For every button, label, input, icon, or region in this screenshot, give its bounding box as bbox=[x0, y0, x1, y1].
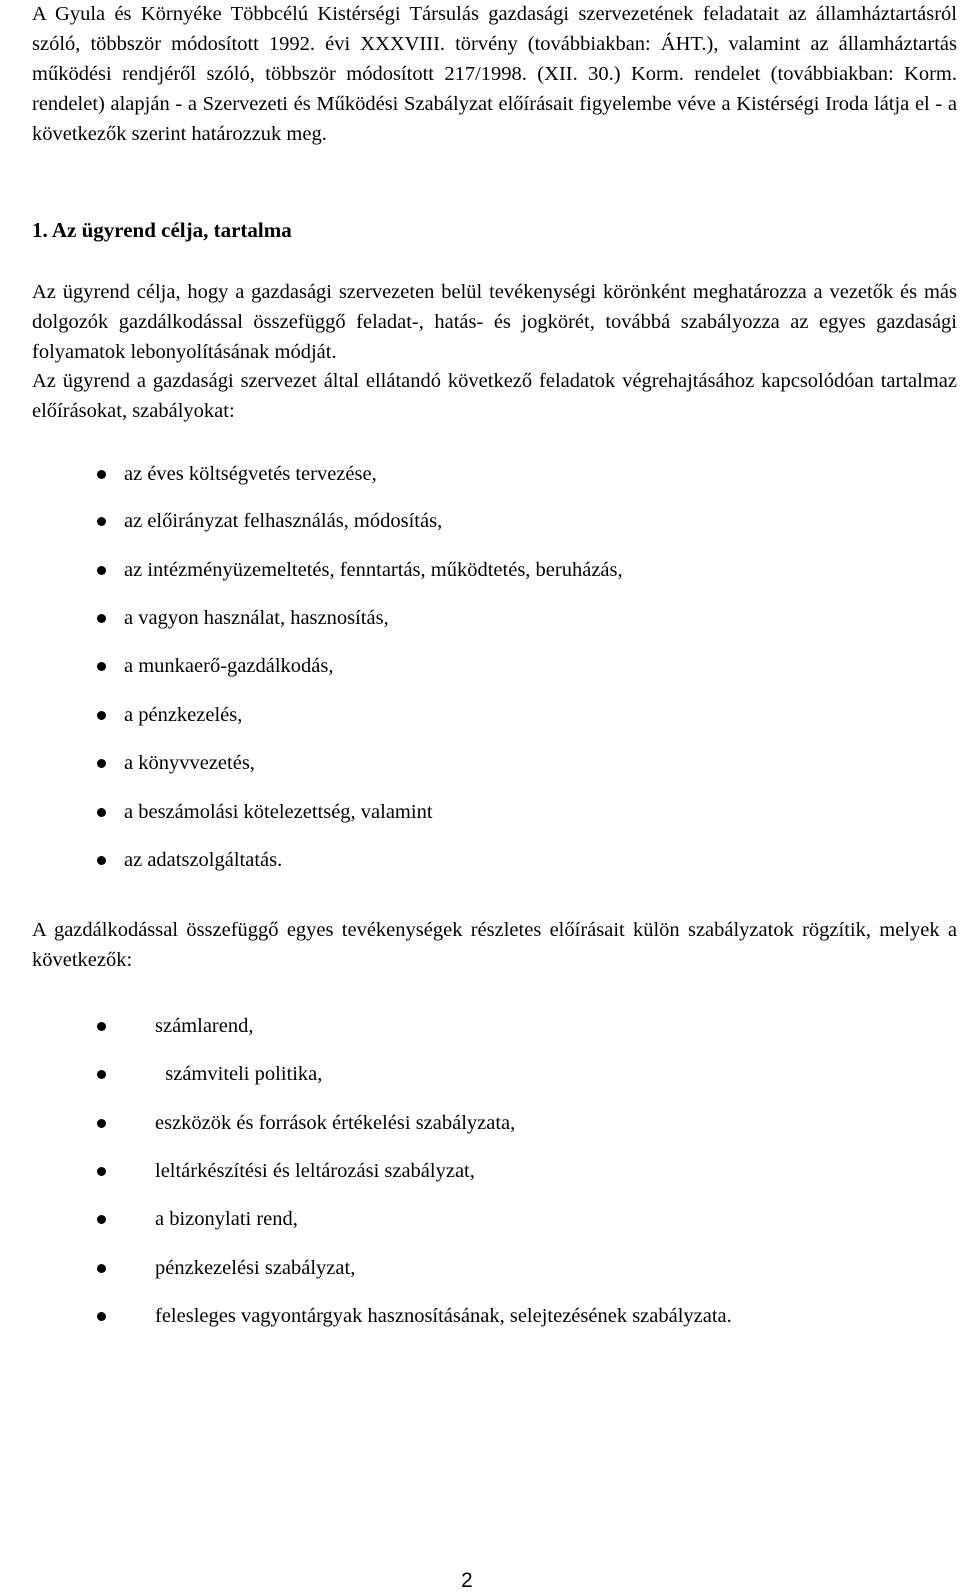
bullet-icon bbox=[97, 1264, 106, 1273]
bullet-icon bbox=[97, 1215, 106, 1224]
bullet-icon bbox=[97, 1022, 106, 1031]
bullet-icon bbox=[97, 1167, 106, 1176]
bullet-icon bbox=[97, 759, 106, 768]
tasks-intro-paragraph: Az ügyrend a gazdasági szervezet által ellátandó következő feladatok végrehajtásához kapcsolódóan tartalmaz előírásokat, szabályokat: bbox=[32, 370, 957, 422]
intro-paragraph: A Gyula és Környéke Többcélú Kistérségi Társulás gazdasági szervezetének feladatait az államháztartásról szóló, többször módosított 1992. évi XXXVIII. törvény (továbbiakban: ÁHT.), valamint az államháztartás működési rendjéről szóló, többször módosított 217/1998. (XII. 30.) Korm. rendelet (továbbiakban: Korm. rendelet) alapján - a Szervezeti és Működési Szabályzat előírásait figyelembe véve a Kistérségi Iroda látja el - a következők szerint határozzuk meg. bbox=[32, 3, 957, 145]
page-number: 2 bbox=[461, 1569, 473, 1592]
bullet-icon bbox=[97, 517, 106, 526]
regulations-intro-paragraph: A gazdálkodással összefüggő egyes tevékenységek részletes előírásait külön szabályzatok rögzítik, melyek a következők: bbox=[32, 919, 957, 971]
section-heading: 1. Az ügyrend célja, tartalma bbox=[32, 218, 292, 242]
bullet-icon bbox=[97, 470, 106, 479]
bullet-icon bbox=[97, 856, 106, 865]
bullet-icon bbox=[97, 1312, 106, 1321]
bullet-icon bbox=[97, 711, 106, 720]
document-page: A Gyula és Környéke Többcélú Kistérségi Társulás gazdasági szervezetének feladatait az államháztartásról szóló, többször módosított 1992. évi XXXVIII. törvény (továbbiakban: ÁHT.), valamint az államháztartás működési rendjéről szóló, többször módosított 217/1998. (XII. 30.) Korm. rendelet (továbbiakban: Korm. rendelet) alapján - a Szervezeti és Működési Szabályzat előírásait figyelembe véve a Kistérségi Iroda látja el - a következők szerint határozzuk meg. 1. Az ügyrend célja, tartalma Az ügyrend célja, hogy a gazdasági szervezeten belül tevékenységi körönként meghatározza a vezetők és más dolgozók gazdálkodással összefüggő feladat-, hatás- és jogkörét, továbbá szabályozza az egyes gazdasági folyamatok lebonyolításának módját. Az ügyrend a gazdasági szervezet által ellátandó következő feladatok végrehajtásához kapcsolódóan tartalmaz előírásokat, szabályokat: az éves költségvetés tervezése, az előirányzat felhasználás, módosítás, az intézményüzemeltetés, fenntartás, működtetés, beruházás, a vagyon használat, hasznosítás, a munkaerő-gazdálkodás, a pénzkezelés, a könyvvezetés, a beszámolási kötelezettség, valamint az adatszolgáltatás. A gazdálkodással összefüggő egyes tevékenységek részletes előírásait külön szabályzatok rögzítik, melyek a következők: számlarend, számviteli politika, eszközök és források értékelési szabályzata, leltárkészítési és leltározási szabályzat, a bizonylati rend, pénzkezelési szabályzat, felesleges vagyontárgyak hasznosításának, selejtezésének szabályzata. 2 bbox=[0, 0, 960, 1593]
purpose-paragraph: Az ügyrend célja, hogy a gazdasági szervezeten belül tevékenységi körönként meghatározza a vezetők és más dolgozók gazdálkodással összefüggő feladat-, hatás- és jogkörét, továbbá szabályozza az egyes gazdasági folyamatok lebonyolításának módját. bbox=[32, 281, 957, 363]
bullet-icon bbox=[97, 1070, 106, 1079]
bullet-icon bbox=[97, 614, 106, 623]
bullet-icon bbox=[97, 566, 106, 575]
bullet-icon bbox=[97, 1119, 106, 1128]
bullet-icon bbox=[97, 808, 106, 817]
bullet-icon bbox=[97, 662, 106, 671]
